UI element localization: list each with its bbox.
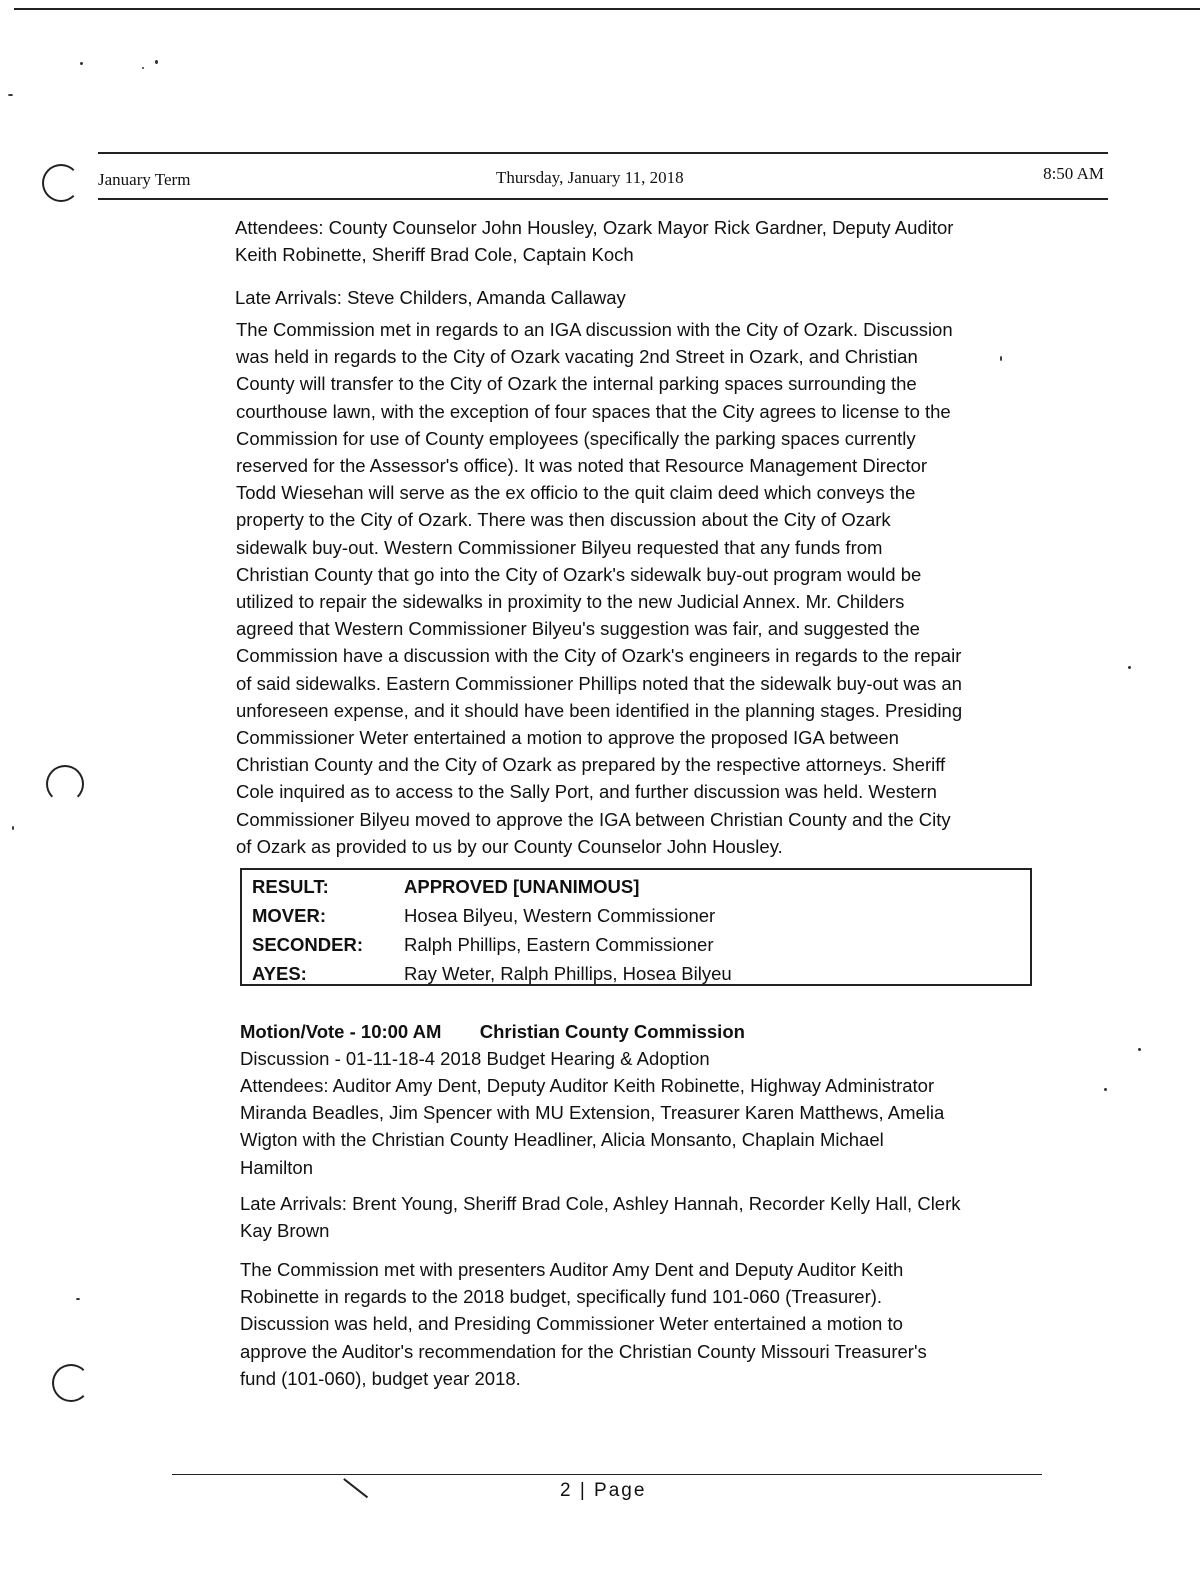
paragraph-line: Cole inquired as to access to the Sally Port, and further discussion was held. Western [236, 781, 937, 803]
scan-speck [142, 67, 144, 69]
attendees-block-2 [240, 1072, 1060, 1181]
scan-speck [12, 826, 14, 830]
discussion-paragraph [236, 316, 1066, 860]
punch-hole-top [42, 164, 80, 202]
paragraph-line: of said sidewalks. Eastern Commissioner Phillips noted that the sidewalk buy-out was an [236, 672, 962, 694]
scan-speck [76, 1298, 80, 1300]
punch-hole-middle [46, 765, 84, 803]
paragraph-line: unforeseen expense, and it should have been identified in the planning stages. Presiding [236, 699, 963, 721]
vote-value: Hosea Bilyeu, Western Commissioner [404, 905, 716, 926]
motion-body: Christian County Commission [479, 1021, 745, 1042]
paragraph-line: fund (101-060), budget year 2018. [240, 1367, 521, 1389]
late-arrivals-line: Late Arrivals: Brent Young, Sheriff Brad Cole, Ashley Hannah, Recorder Kelly Hall, Clerk [240, 1193, 961, 1214]
vote-label: RESULT: [252, 876, 329, 897]
vote-label: SECONDER: [252, 934, 364, 955]
paragraph-line: Commission have a discussion with the City of Ozark's engineers in regards to the repair [236, 645, 962, 667]
attendees-line: Miranda Beadles, Jim Spencer with MU Extension, Treasurer Karen Matthews, Amelia [240, 1102, 945, 1124]
paragraph-line: Christian County and the City of Ozark as prepared by the respective attorneys. Sheriff [236, 754, 946, 776]
footer-rule [172, 1474, 1042, 1475]
page-number: 2 | Page [560, 1480, 647, 1501]
scan-speck [1104, 1088, 1107, 1091]
late-arrivals [235, 284, 1055, 311]
paragraph-line: sidewalk buy-out. Western Commissioner Bilyeu requested that any funds from [236, 536, 883, 558]
attendees-line: Attendees: County Counselor John Housley, Ozark Mayor Rick Gardner, Deputy Auditor [235, 217, 954, 238]
paragraph-line: property to the City of Ozark. There was then discussion about the City of Ozark [236, 509, 891, 531]
scan-mark [344, 1478, 369, 1498]
paragraph-line: utilized to repair the sidewalks in proximity to the new Judicial Annex. Mr. Childers [236, 591, 905, 613]
late-arrivals-text: Late Arrivals: Steve Childers, Amanda Callaway [235, 287, 626, 308]
vote-value: Ralph Phillips, Eastern Commissioner [404, 934, 714, 955]
paragraph-line: reserved for the Assessor's office). It was noted that Resource Management Director [236, 455, 928, 477]
paragraph-line: approve the Auditor's recommendation for the Christian County Missouri Treasurer's [240, 1340, 927, 1362]
scan-speck [1138, 1048, 1141, 1051]
attendees-line: Wigton with the Christian County Headliner, Alicia Monsanto, Chaplain Michael [240, 1129, 884, 1151]
motion-label: Motion/Vote - 10:00 AM [240, 1021, 442, 1042]
discussion-title: Discussion - 01-11-18-4 2018 Budget Hearing & Adoption [240, 1048, 710, 1070]
vote-label: MOVER: [252, 905, 326, 926]
attendees-line: Hamilton [240, 1156, 313, 1178]
paragraph-line: Todd Wiesehan will serve as the ex officio to the quit claim deed which conveys the [236, 482, 916, 504]
scan-speck [80, 62, 83, 65]
attendees-line: Keith Robinette, Sheriff Brad Cole, Captain Koch [235, 244, 634, 266]
paragraph-line: Commissioner Weter entertained a motion to approve the proposed IGA between [236, 727, 899, 749]
scan-speck [1128, 666, 1131, 669]
late-arrivals-line: Kay Brown [240, 1220, 330, 1242]
paragraph-line: The Commission met in regards to an IGA discussion with the City of Ozark. Discussion [236, 319, 953, 340]
paragraph-line: Commissioner Bilyeu moved to approve the IGA between Christian County and the City [236, 808, 951, 830]
motion-heading [240, 1018, 1060, 1072]
meeting-date: Thursday, January 11, 2018 [496, 168, 684, 187]
vote-label: AYES: [252, 963, 307, 984]
meeting-time: 8:50 AM [1043, 164, 1104, 183]
paragraph-line: agreed that Western Commissioner Bilyeu's suggestion was fair, and suggested the [236, 618, 920, 640]
budget-paragraph [240, 1256, 1060, 1392]
late-arrivals-2 [240, 1190, 1060, 1244]
term-label: January Term [98, 170, 191, 189]
vote-result-table [240, 868, 1032, 986]
vote-value: Ray Weter, Ralph Phillips, Hosea Bilyeu [404, 963, 732, 984]
paragraph-line: The Commission met with presenters Auditor Amy Dent and Deputy Auditor Keith [240, 1259, 904, 1280]
scan-speck [155, 60, 158, 64]
paragraph-line: Commission for use of County employees (specifically the parking spaces currently [236, 427, 916, 449]
paragraph-line: County will transfer to the City of Ozark the internal parking spaces surrounding the [236, 373, 917, 395]
punch-hole-bottom [52, 1364, 90, 1402]
vote-value: APPROVED [UNANIMOUS] [404, 876, 640, 897]
paragraph-line: was held in regards to the City of Ozark vacating 2nd Street in Ozark, and Christian [236, 346, 918, 368]
scan-speck [8, 94, 13, 96]
paragraph-line: of Ozark as provided to us by our County Counselor John Housley. [236, 835, 783, 857]
paragraph-line: Robinette in regards to the 2018 budget, specifically fund 101-060 (Treasurer). [240, 1286, 883, 1308]
paragraph-line: Discussion was held, and Presiding Commissioner Weter entertained a motion to [240, 1313, 903, 1335]
minutes-header [98, 152, 1108, 200]
attendees-line: Attendees: Auditor Amy Dent, Deputy Auditor Keith Robinette, Highway Administrator [240, 1075, 935, 1096]
attendees-block [235, 214, 1055, 268]
paragraph-line: Christian County that go into the City of Ozark's sidewalk buy-out program would be [236, 563, 922, 585]
paragraph-line: courthouse lawn, with the exception of four spaces that the City agrees to license to the [236, 400, 951, 422]
scan-top-edge [14, 8, 1200, 10]
